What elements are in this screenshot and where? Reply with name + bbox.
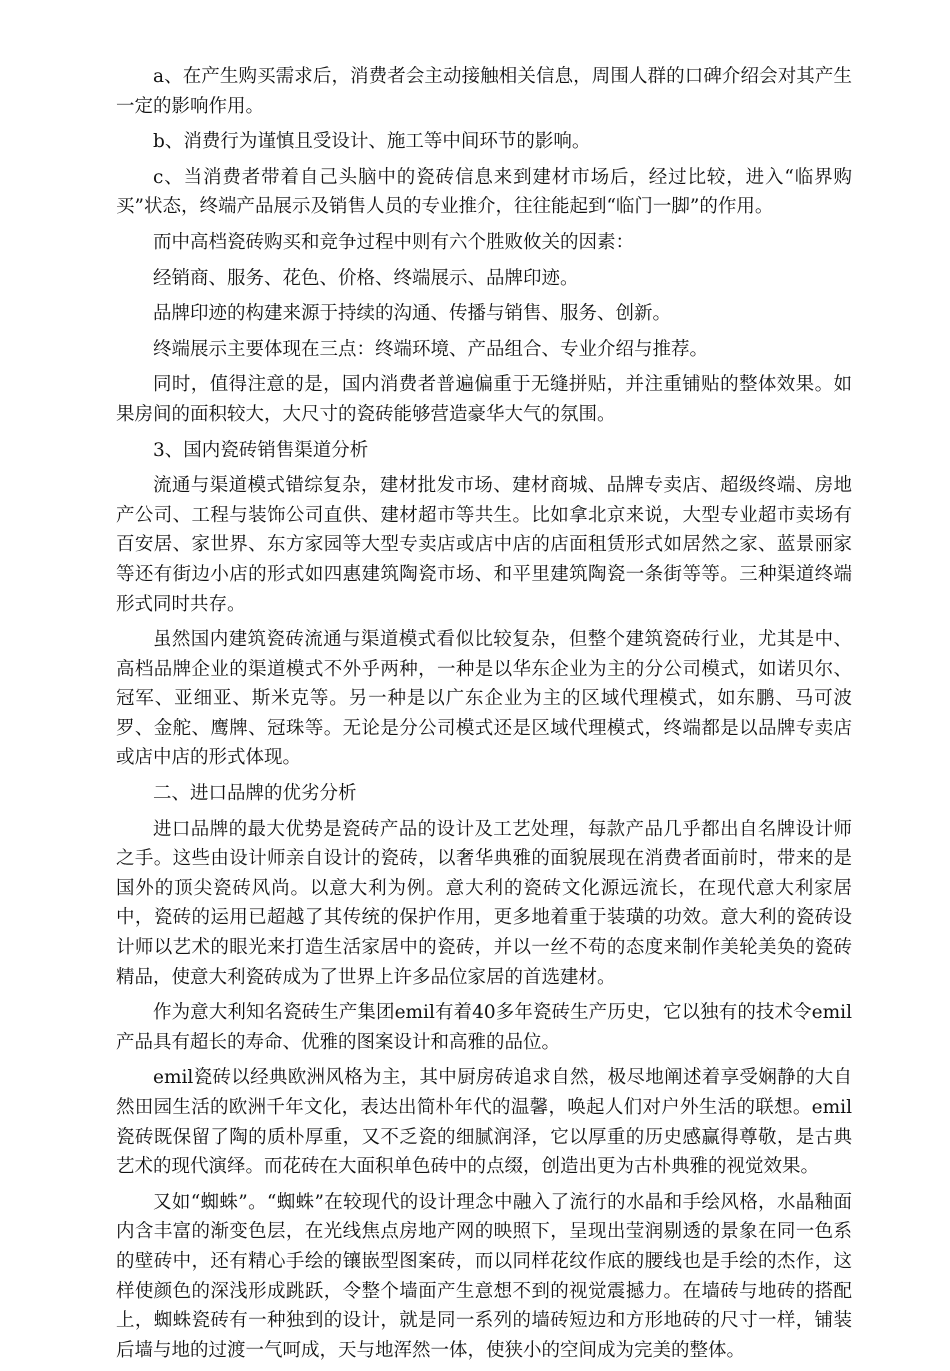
paragraph-emil-intro: 作为意大利知名瓷砖生产集团emil有着40多年瓷砖生产历史，它以独有的技术令emil产品具有超长的寿命、优雅的图案设计和高雅的品位。 <box>116 1002 852 1053</box>
section-heading-channel-analysis: 3、国内瓷砖销售渠道分析 <box>153 439 369 461</box>
paragraph-six-factors-intro: 而中高档瓷砖购买和竞争过程中则有六个胜败攸关的因素： <box>153 231 635 253</box>
paragraph-b: b、消费行为谨慎且受设计、施工等中间环节的影响。 <box>153 131 591 153</box>
paragraph-seamless-tiling: 同时，值得注意的是，国内消费者普遍偏重于无缝拼贴，并注重铺贴的整体效果。如果房间的面积较大，大尺寸的瓷砖能够营造豪华大气的氛围。 <box>116 374 852 425</box>
section-heading-import-brands: 二、进口品牌的优劣分析 <box>153 783 357 805</box>
paragraph-c: c、当消费者带着自己头脑中的瓷砖信息来到建材市场后，经过比较，进入“临界购买”状态，终端产品展示及销售人员的专业推介，往往能起到“临门一脚”的作用。 <box>116 166 852 218</box>
paragraph-channel-models: 流通与渠道模式错综复杂，建材批发市场、建材商城、品牌专卖店、超级终端、房地产公司、工程与装饰公司直供、建材超市等共生。比如拿北京来说，大型专业超市卖场有百安居、家世界、东方家园等大型专卖店或店中店的店面租赁形式如居然之家、蓝景丽家等还有街边小店的形式如四惠建筑陶瓷市场、和平里建筑陶瓷一条街等等。三种渠道终端形式同时共存。 <box>116 475 852 615</box>
paragraph-a: a、在产生购买需求后，消费者会主动接触相关信息，周围人群的口碑介绍会对其产生一定的影响作用。 <box>116 66 852 117</box>
document-page <box>116 62 852 1371</box>
paragraph-emil-style: emil瓷砖以经典欧洲风格为主，其中厨房砖追求自然，极尽地阐述着享受娴静的大自然田园生活的欧洲千年文化，表达出简朴年代的温馨，唤起人们对户外生活的联想。emil瓷砖既保留了陶的质朴厚重，又不乏瓷的细腻润泽，它以厚重的历史感赢得尊敬，是古典艺术的现代演绎。而花砖在大面积单色砖中的点缀，创造出更为古朴典雅的视觉效果。 <box>116 1067 852 1178</box>
paragraph-terminal-display: 终端展示主要体现在三点：终端环境、产品组合、专业介绍与推荐。 <box>153 338 709 360</box>
paragraph-two-channel-modes: 虽然国内建筑瓷砖流通与渠道模式看似比较复杂，但整个建筑瓷砖行业，尤其是中、高档品牌企业的渠道模式不外乎两种，一种是以华东企业为主的分公司模式，如诺贝尔、冠军、亚细亚、斯米克等。另一种是以广东企业为主的区域代理模式，如东鹏、马可波罗、金舵、鹰牌、冠珠等。无论是分公司模式还是区域代理模式，终端都是以品牌专卖店或店中店的形式体现。 <box>116 629 852 769</box>
paragraph-spider-brand: 又如“蜘蛛”。“蜘蛛”在较现代的设计理念中融入了流行的水晶和手绘风格，水晶釉面内含丰富的渐变色层，在光线焦点房地产网的映照下，呈现出莹润剔透的景象在同一色系的壁砖中，还有精心手绘的镶嵌型图案砖，而以同样花纹作底的腰线也是手绘的杰作，这样使颜色的深浅形成跳跃，令整个墙面产生意想不到的视觉震撼力。在墙砖与地砖的搭配上，蜘蛛瓷砖有一种独到的设计，就是同一系列的墙砖短边和方形地砖的尺寸一样，铺装后墙与地的过渡一气呵成，天与地浑然一体，使狭小的空间成为完美的整体。 <box>116 1191 852 1361</box>
paragraph-six-factors: 经销商、服务、花色、价格、终端展示、品牌印迹。 <box>153 267 579 289</box>
paragraph-brand-imprint: 品牌印迹的构建来源于持续的沟通、传播与销售、服务、创新。 <box>153 303 672 325</box>
paragraph-import-advantage: 进口品牌的最大优势是瓷砖产品的设计及工艺处理，每款产品几乎都出自名牌设计师之手。这些由设计师亲自设计的瓷砖，以奢华典雅的面貌展现在消费者面前时，带来的是国外的顶尖瓷砖风尚。以意大利为例。意大利的瓷砖文化源远流长，在现代意大利家居中，瓷砖的运用已超越了其传统的保护作用，更多地着重于装璜的功效。意大利的瓷砖设计师以艺术的眼光来打造生活家居中的瓷砖，并以一丝不苟的态度来制作美轮美奂的瓷砖精品，使意大利瓷砖成为了世界上许多品位家居的首选建材。 <box>116 818 852 988</box>
